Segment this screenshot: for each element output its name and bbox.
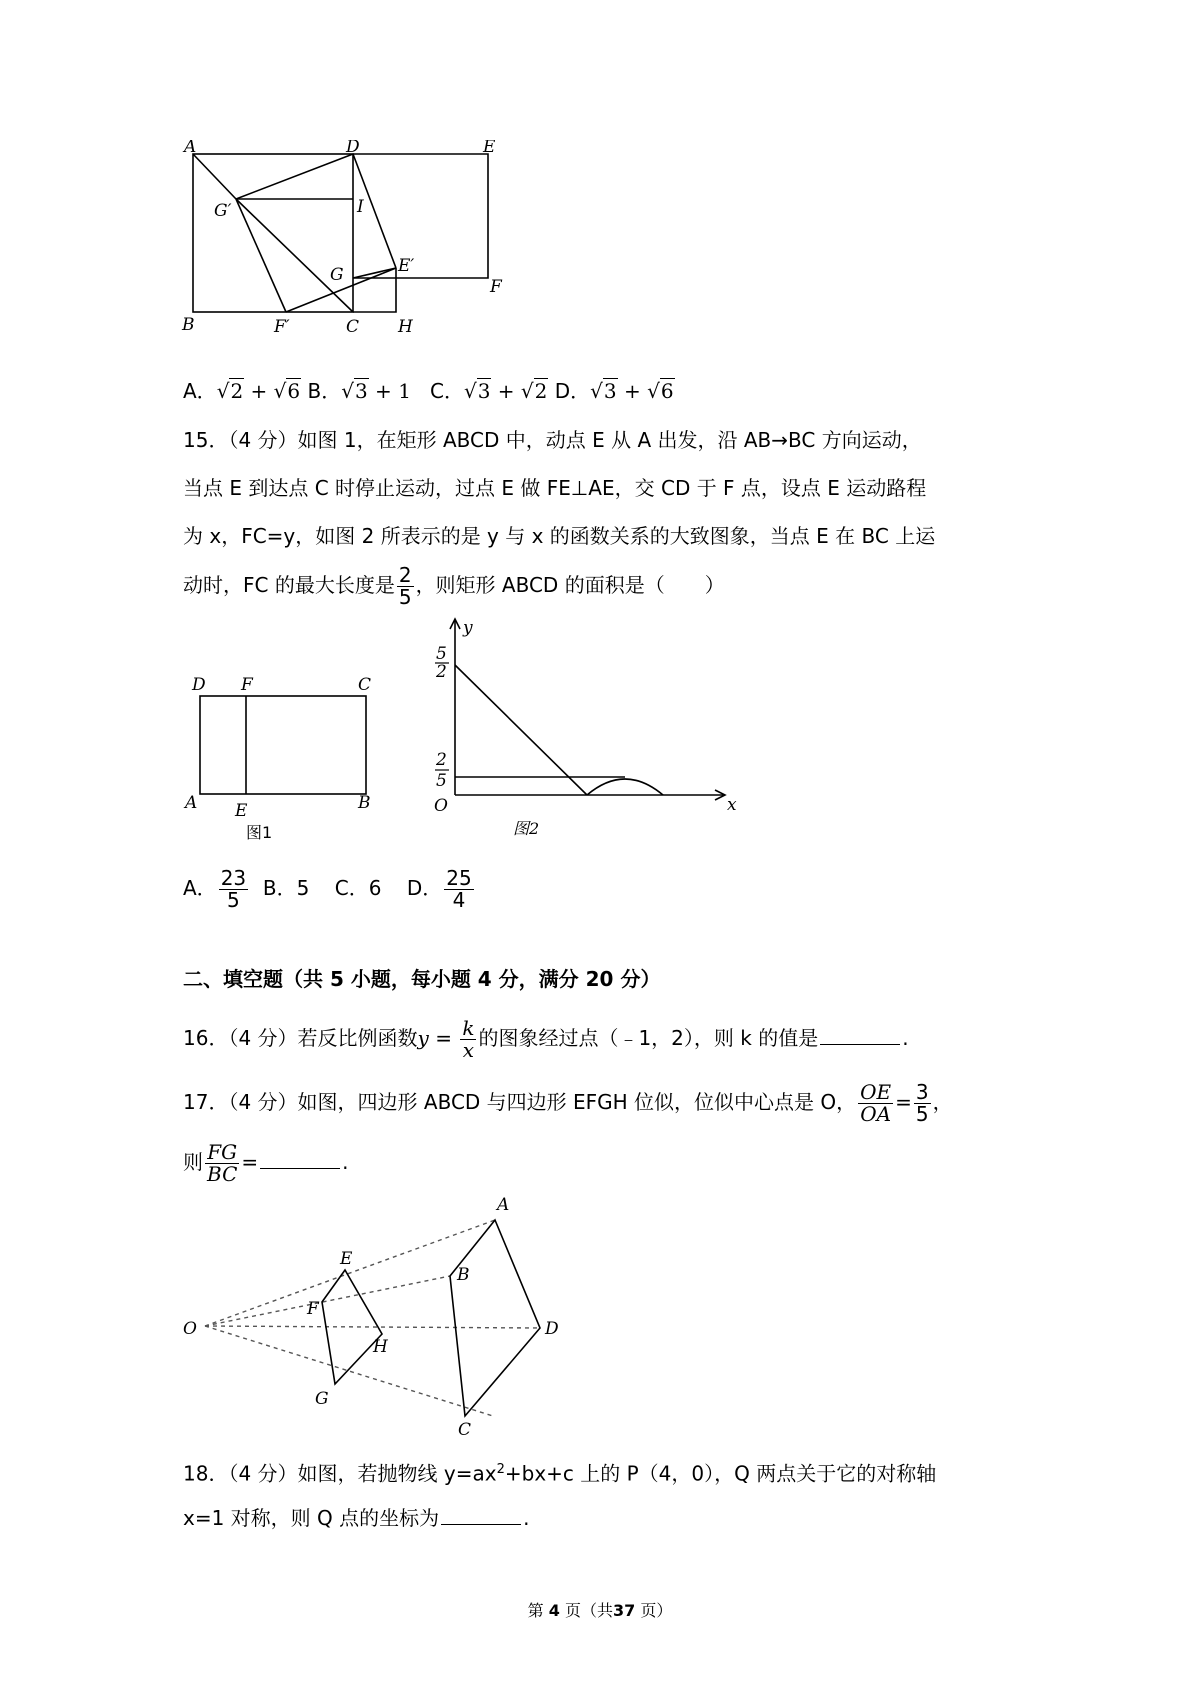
q16-frac: $\frac{k}{x}$	[462, 1016, 475, 1062]
label-G: G	[330, 265, 344, 285]
option-d-expr: √3 + √6	[590, 379, 674, 403]
fig2-tick-top-den: 2	[436, 662, 447, 682]
q17-label-G: G	[315, 1389, 329, 1409]
fig2-label-y: y	[463, 618, 473, 638]
q17-label-F: F	[307, 1299, 319, 1319]
q18-answer-blank[interactable]	[441, 1506, 521, 1525]
q16	[183, 1018, 909, 1061]
figure-q15-1	[180, 668, 380, 843]
fig1-label-E: E	[235, 801, 248, 821]
q16-answer-blank[interactable]	[820, 1026, 900, 1045]
q18-line1	[183, 1455, 936, 1489]
fig2-tick-mid-den: 5	[436, 771, 447, 791]
q17-frac-fg-bc: $\frac{FG}{BC}$	[207, 1140, 238, 1186]
q15-line3: 为 x，FC=y，如图 2 所表示的是 y 与 x 的函数关系的大致图象，当点 E 在 BC 上运	[183, 524, 936, 548]
q17-frac-oe-oa: $\frac{OE}{OA}$	[860, 1080, 892, 1126]
option-c-label: C．	[430, 379, 464, 403]
q15-option-d-frac: $\frac{25}{4}$	[446, 866, 472, 912]
q15-options	[183, 858, 476, 918]
q17-label-C: C	[458, 1420, 472, 1440]
q17-label-E: E	[340, 1249, 353, 1269]
footer-total-pages: 37	[612, 1601, 636, 1620]
label-C: C	[346, 317, 360, 337]
fig2-label-O: O	[434, 796, 448, 816]
q16-post: 的图象经过点（﹣1，2），则 k 的值是	[478, 1026, 819, 1050]
q16-end: .	[902, 1026, 909, 1050]
figure-q15-2	[425, 615, 745, 845]
q18-sup: 2	[496, 1462, 505, 1477]
fig1-label-F: F	[241, 675, 253, 695]
q17-line1	[183, 1082, 953, 1125]
q17-frac-3-5: $\frac{3}{5}$	[915, 1080, 929, 1126]
q17-line2-pre: 则	[183, 1150, 203, 1174]
q15-line4-post: ，则矩形 ABCD 的面积是（ ）	[415, 573, 725, 597]
q15-option-a-frac: $\frac{23}{5}$	[220, 866, 247, 912]
q17-comma: ，	[932, 1090, 953, 1114]
q17-label-H: H	[373, 1337, 388, 1357]
q18-end: .	[523, 1506, 530, 1530]
q15-line2: 当点 E 到达点 C 时停止运动，过点 E 做 FE⊥AE，交 CD 于 F 点，设点 E 运动路程	[183, 476, 927, 500]
fig1-label-C: C	[358, 675, 372, 695]
q16-y: y	[417, 1026, 429, 1050]
fig2-tick-top-num: 5	[436, 644, 447, 664]
option-a-label: A．	[183, 379, 217, 403]
q17-label-B: B	[457, 1265, 470, 1285]
option-b-expr: √3 + 1	[341, 379, 411, 403]
q18-line1-pre: 18．（4 分）如图，若抛物线 y=ax	[183, 1461, 497, 1486]
q17-pre: 17．（4 分）如图，四边形 ABCD 与四边形 EFGH 位似，位似中心点是 O，	[183, 1090, 857, 1114]
q17-label-O: O	[183, 1319, 197, 1339]
q16-eq: =	[428, 1026, 459, 1050]
label-H: H	[398, 317, 413, 337]
footer-post: 页）	[640, 1601, 673, 1620]
figure-q17	[175, 1178, 575, 1443]
q15-option-b: B．5	[262, 876, 310, 900]
fig2-tick-mid-num: 2	[436, 750, 447, 770]
fig2-label-x: x	[727, 795, 737, 815]
fig1-caption: 图1	[246, 823, 273, 842]
label-G-prime: G′	[214, 201, 232, 221]
label-F-prime: F′	[274, 317, 290, 337]
figure-q14	[170, 140, 520, 365]
fig1-label-B: B	[358, 793, 371, 813]
q15-line4	[183, 565, 725, 608]
q17-label-A: A	[497, 1195, 510, 1215]
q17-eq: =	[895, 1090, 912, 1114]
q17-line2-post: =	[241, 1150, 259, 1174]
q18-line2-pre: x=1 对称，则 Q 点的坐标为	[183, 1506, 440, 1530]
fraction-2-5: $\frac{2}{5}$	[398, 563, 412, 609]
section-title: 二、填空题（共 5 小题，每小题 4 分，满分 20 分）	[183, 967, 661, 991]
q15-option-c: C．6	[334, 876, 382, 900]
q17-label-D: D	[545, 1319, 559, 1339]
footer-mid: 页（共	[564, 1601, 613, 1620]
label-E-prime: E′	[398, 256, 415, 276]
q15-line1: 15．（4 分）如图 1，在矩形 ABCD 中，动点 E 从 A 出发，沿 AB→BC 方向运动，	[183, 428, 922, 452]
q15-line4-pre: 动时，FC 的最大长度是	[183, 573, 395, 597]
footer-pre: 第	[527, 1601, 544, 1620]
page-footer	[0, 1598, 1200, 1621]
label-I: I	[357, 197, 364, 217]
q16-pre: 16．（4 分）若反比例函数	[183, 1026, 418, 1050]
q18-line1-post: +bx+c 上的 P（4，0），Q 两点关于它的对称轴	[504, 1461, 937, 1486]
label-F: F	[490, 277, 502, 297]
label-B: B	[182, 315, 195, 335]
q18-line2	[183, 1503, 530, 1533]
fig1-label-D: D	[192, 675, 206, 695]
fig2-caption: 图2	[513, 819, 540, 838]
fig1-label-A: A	[185, 793, 198, 813]
q15-option-a-label: A．	[183, 876, 217, 900]
label-D: D	[346, 140, 360, 157]
label-E: E	[483, 140, 496, 157]
label-A: A	[184, 140, 197, 157]
q15-option-d-label: D．	[406, 876, 443, 900]
q17-end: .	[342, 1150, 349, 1174]
option-a-expr: √2 + √6	[216, 379, 301, 403]
option-b-label: B．	[307, 379, 342, 403]
option-c-expr: √3 + √2	[463, 379, 548, 403]
q14-options	[183, 376, 675, 406]
option-d-label: D．	[554, 379, 591, 403]
footer-page-number: 4	[548, 1601, 560, 1620]
q17-answer-blank[interactable]	[260, 1150, 340, 1169]
